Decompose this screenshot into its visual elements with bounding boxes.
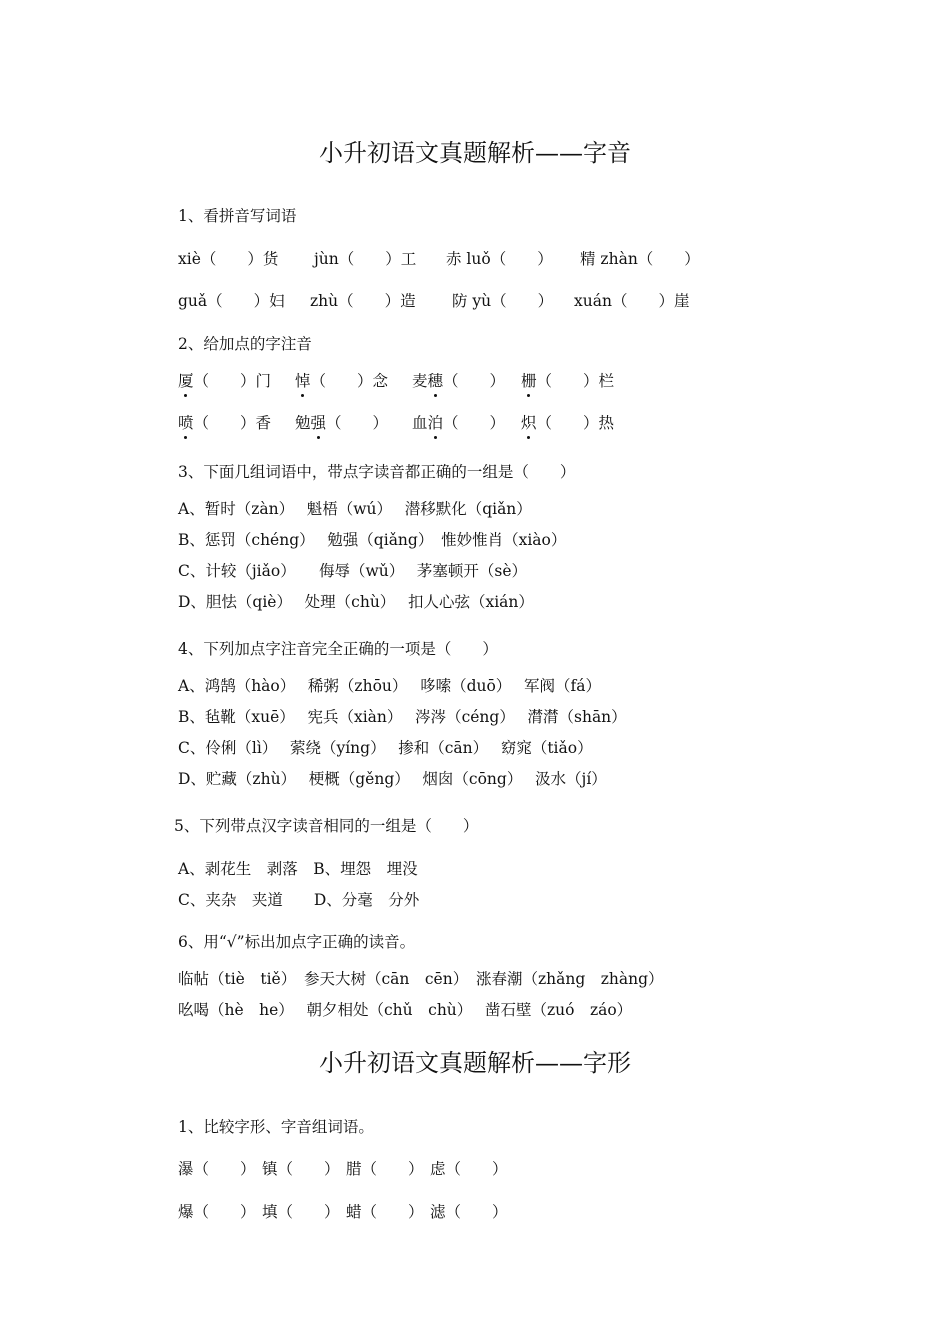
option-c: C、计较（jiǎo） 侮辱（wǔ） 茅塞顿开（sè） <box>178 562 528 580</box>
dotted-item <box>178 371 271 391</box>
dotted-char: 泊 <box>427 414 444 432</box>
dotted-char: 穗 <box>427 372 444 390</box>
item-rest: （ ） <box>443 414 506 432</box>
question-6-line-1: 临帖（tiè tiě） 参天大树（cān cēn） 涨春潮（zhǎng zhàng） <box>178 970 664 988</box>
dotted-char: 炽 <box>521 414 537 432</box>
page-title-character-shape: 小升初语文真题解析——字形 <box>319 1049 631 1077</box>
pinyin-item: 防 yù（ ） <box>452 292 554 310</box>
item-pre: 麦 <box>412 372 428 390</box>
dotted-char: 强 <box>310 414 327 432</box>
pinyin-item: 精 zhàn（ ） <box>580 250 700 268</box>
dotted-char: 厦 <box>178 372 194 390</box>
pinyin-item: guǎ（ ）妇 <box>178 292 285 310</box>
shape-question-1-heading: 1、比较字形、字音组词语。 <box>178 1118 374 1136</box>
dotted-item <box>295 413 388 433</box>
item-pre: 血 <box>412 414 428 432</box>
dotted-item <box>295 371 388 391</box>
char-item: 填（ ） <box>262 1203 340 1221</box>
question-5-heading: 5、下列带点汉字读音相同的一组是（ ） <box>174 817 479 835</box>
item-rest: （ ） <box>326 414 389 432</box>
option-d: D、贮藏（zhù） 梗概（gěng） 烟囱（cōng） 汲水（jí） <box>178 770 607 788</box>
char-item: 蜡（ ） <box>346 1203 424 1221</box>
dotted-item <box>412 371 505 391</box>
question-6-heading: 6、用“√”标出加点字正确的读音。 <box>178 933 416 951</box>
char-item: 爆（ ） <box>178 1203 256 1221</box>
dotted-char: 喷 <box>178 414 194 432</box>
item-pre: 勉 <box>295 414 311 432</box>
char-item: 腊（ ） <box>346 1160 424 1178</box>
pinyin-item: xiè（ ）货 <box>178 250 279 268</box>
pinyin-item: jùn（ ）工 <box>314 250 417 268</box>
question-1-heading: 1、看拼音写词语 <box>178 207 297 225</box>
dotted-item <box>178 413 271 433</box>
pinyin-item: 赤 luǒ（ ） <box>446 250 553 268</box>
option-a: A、暂时（zàn） 魁梧（wú） 潜移默化（qiǎn） <box>178 500 532 518</box>
option-b: B、惩罚（chéng） 勉强（qiǎng） 惟妙惟肖（xiào） <box>178 531 567 549</box>
dotted-char: 悼 <box>295 372 311 390</box>
item-rest: （ ） <box>443 372 506 390</box>
option-c: C、伶俐（lì） 萦绕（yíng） 掺和（cān） 窈窕（tiǎo） <box>178 739 593 757</box>
pinyin-item: xuán（ ）崖 <box>574 292 690 310</box>
char-item: 滤（ ） <box>430 1203 508 1221</box>
page-title-pronunciation: 小升初语文真题解析——字音 <box>319 139 631 167</box>
dotted-item <box>521 371 614 391</box>
option-cd: C、夹杂 夹道 D、分毫 分外 <box>178 891 420 909</box>
question-6-line-2: 吆喝（hè he） 朝夕相处（chǔ chù） 凿石壁（zuó záo） <box>178 1001 633 1019</box>
item-rest: （ ）热 <box>536 414 615 432</box>
item-rest: （ ）香 <box>193 414 272 432</box>
question-2-heading: 2、给加点的字注音 <box>178 335 312 353</box>
dotted-item <box>521 413 614 433</box>
option-d: D、胆怯（qiè） 处理（chù） 扣人心弦（xián） <box>178 593 534 611</box>
question-3-heading: 3、下面几组词语中，带点字读音都正确的一组是（ ） <box>178 463 576 481</box>
item-rest: （ ）栏 <box>536 372 615 390</box>
option-a: A、鸿鹄（hào） 稀粥（zhōu） 哆嗦（duō） 军阀（fá） <box>178 677 601 695</box>
dotted-char: 栅 <box>521 372 537 390</box>
option-b: B、毡靴（xuē） 宪兵（xiàn） 涔涔（céng） 潸潸（shān） <box>178 708 627 726</box>
char-item: 虑（ ） <box>430 1160 508 1178</box>
option-ab: A、剥花生 剥落 B、埋怨 埋没 <box>178 860 418 878</box>
char-item: 瀑（ ） <box>178 1160 256 1178</box>
dotted-item <box>412 413 505 433</box>
item-rest: （ ）门 <box>193 372 272 390</box>
question-4-heading: 4、下列加点字注音完全正确的一项是（ ） <box>178 640 498 658</box>
pinyin-item: zhù（ ）造 <box>310 292 416 310</box>
item-rest: （ ）念 <box>310 372 389 390</box>
char-item: 镇（ ） <box>262 1160 340 1178</box>
